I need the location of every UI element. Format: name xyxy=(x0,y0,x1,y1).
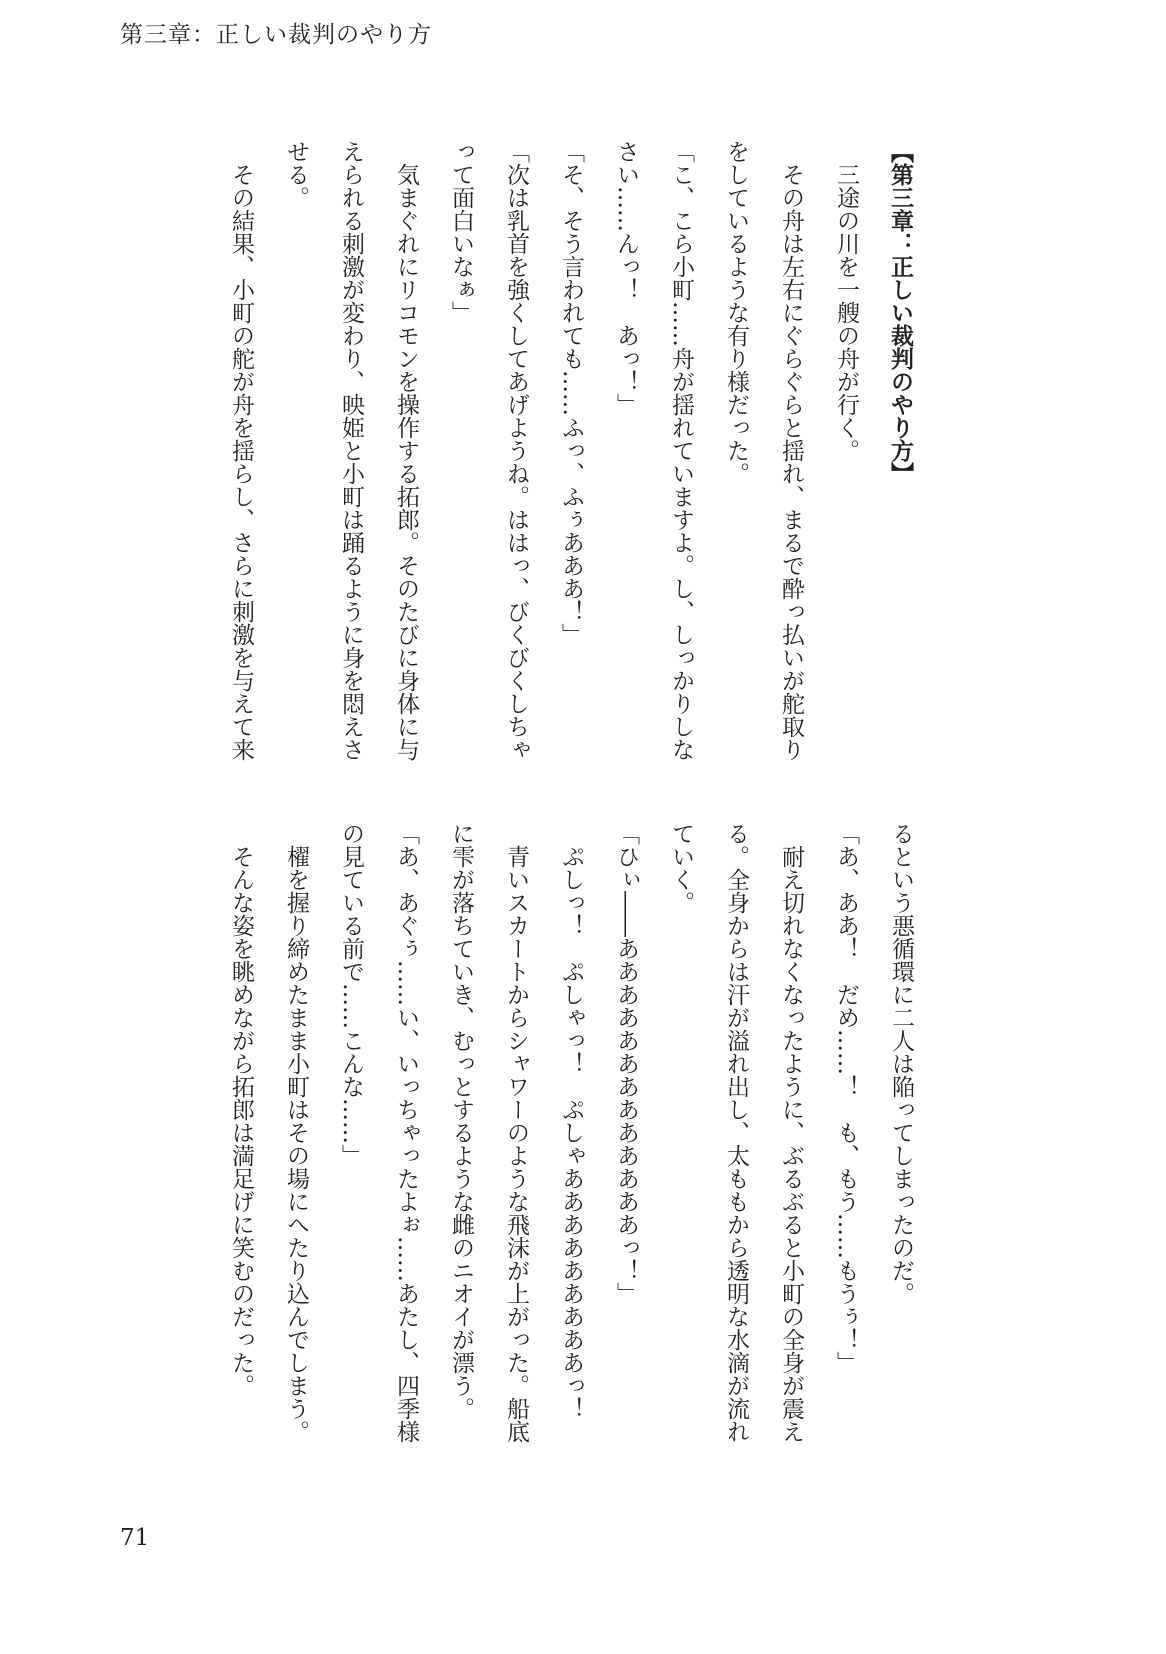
text-line: をしているような有り様だった。 xyxy=(723,140,749,485)
text-line: そんな姿を眺めながら拓郎は満足げに笑むのだった。 xyxy=(228,822,254,1397)
text-line: 「こ、こら小町……舟が揺れていますよ。し、しっかりしな xyxy=(668,140,694,761)
text-line: 「ひぃ――あああああああああああああっ！」 xyxy=(613,822,639,1305)
text-block-upper xyxy=(213,140,928,790)
text-line: 櫂を握り締めたまま小町はその場にへたり込んでしまう。 xyxy=(283,822,309,1443)
text-line: 「あ、ああ！ だめ……！ も、もう……もうぅ！」 xyxy=(833,822,859,1374)
text-line: 青いスカートからシャワーのような飛沫が上がった。船底 xyxy=(503,822,529,1443)
text-line: に雫が落ちていき、むっとするような雌のニオイが漂う。 xyxy=(448,822,474,1420)
text-line: 気まぐれにリコモンを操作する拓郎。そのたびに身体に与 xyxy=(393,140,419,761)
text-line: る。全身からは汗が溢れ出し、太ももから透明な水滴が流れ xyxy=(723,822,749,1443)
page-number: 71 xyxy=(120,1525,150,1551)
text-line: その舟は左右にぐらぐらと揺れ、まるで酔っ払いが舵取り xyxy=(778,140,804,761)
text-line: 「次は乳首を強くしてあげようね。ははっ、びくびくしちゃ xyxy=(503,140,529,761)
text-line: 「あ、あぐぅ……い、いっちゃったよぉ……あたし、四季様 xyxy=(393,822,419,1443)
text-line: ぷしっ！ ぷしゃっ！ ぷしゃあああああああああっ！ xyxy=(558,822,584,1420)
text-line: の見ている前で……こんな……」 xyxy=(338,822,364,1167)
running-header-title: 第三章：正しい裁判のやり方 xyxy=(120,22,432,48)
text-line: えられる刺激が変わり、映姫と小町は踊るように身を悶えさ xyxy=(338,140,364,761)
text-line: ていく。 xyxy=(668,822,694,914)
text-line: 「そ、そう言われても……ふっ、ふぅあああ！」 xyxy=(558,140,584,646)
chapter-heading: 【第三章：正しい裁判のやり方】 xyxy=(887,140,914,485)
text-line: 耐え切れなくなったように、ぶるぶると小町の全身が震え xyxy=(778,822,804,1443)
text-line: せる。 xyxy=(283,140,309,209)
text-line: 三途の川を一艘の舟が行く。 xyxy=(833,140,859,462)
text-line: さい……んっ！ あっ！」 xyxy=(613,140,639,416)
text-line: って面白いなぁ」 xyxy=(448,140,474,324)
text-line: るという悪循環に二人は陥ってしまったのだ。 xyxy=(888,822,914,1305)
text-line: その結果、小町の舵が舟を揺らし、さらに刺激を与えて来 xyxy=(228,140,254,761)
text-block-lower xyxy=(213,822,928,1472)
